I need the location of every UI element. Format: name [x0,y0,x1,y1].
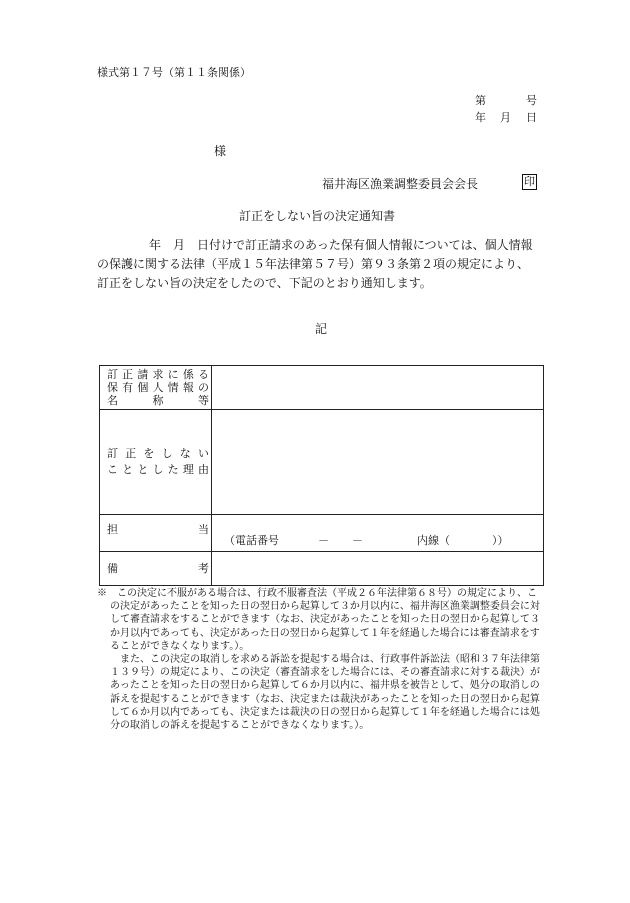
label-line: こととした理由 [107,463,209,476]
label-line: 訂正請求に係る [107,368,209,381]
table-row-contact [100,515,544,552]
extension-label: 内線（ [417,534,450,547]
addressee-suffix: 様 [214,144,227,158]
body-date-year: 年 [149,238,162,252]
label-line: 名 称 等 [107,394,209,407]
label-reason [100,410,212,515]
label-line: 担 当 [107,523,209,536]
label-line: 訂正をしない [107,447,209,460]
note-paragraph-1: ※ この決定に不服がある場合は、行政不服審査法（平成２６年法律第６８号）の規定により、この決定があったことを知った日の翌日から起算して３か月以内に、福井海区漁業調整委員会に対して審査請求をすることができます（なお、決定があったことを知った日の翌日から起算して３か月以内であっても、決定があった日の翌日から起算して１年を経過した場合には審査請求をすることができなくなります。）。 [97,588,540,652]
label-line: 保有個人情報の [107,381,209,394]
note-paragraph-2-text: また、この決定の取消しを求める訴訟を提起する場合は、行政事件訴訟法（昭和３７年法律第１３９号）の規定により、この決定（審査請求をした場合には、その審査請求に対する裁決）があったことを知った日の翌日から起算して６か月以内に、福井県を被告として、処分の取消しの訴えを提起することができます（なお、決定または裁決があったことを知った日の翌日から起算して６か月以内であっても、決定または裁決の日の翌日から起算して１年を経過した場合には処分の取消しの訴えを提起することができなくなります。）。 [110,654,540,732]
value-contact[interactable] [212,515,544,552]
value-remarks[interactable] [212,552,544,586]
date-month-label: 月 [500,111,511,124]
table-row-reason [100,410,544,515]
body-paragraph [97,236,537,293]
form-number: 様式第１７号（第１１条関係） [97,66,251,79]
document-title: 訂正をしない旨の決定通知書 [239,209,396,223]
note-paragraph-2 [97,653,543,732]
extension-close: ）） [492,534,509,547]
issuer-seal [522,174,537,190]
phone-dash-2: － [352,534,363,547]
body-text: 日付けで訂正請求のあった保有個人情報については、個人情報の保護に関する法律（平成１５年法律第５７号）第９３条第２項の規定により、訂正をしない旨の決定をしたので、下記のとおり通知します。 [97,238,533,290]
issuer-name: 福井海区漁業調整委員会会長 [322,177,479,191]
table-row-remarks [100,552,544,586]
decision-table [99,365,544,586]
value-reason[interactable] [212,410,544,515]
label-record-name [100,366,212,410]
phone-dash-1: － [318,534,329,547]
appeal-note [97,587,543,732]
number-label-dai: 第 [475,94,486,107]
value-record-name[interactable] [212,366,544,410]
label-line: 備 考 [107,562,209,575]
phone-label: （電話番号 [224,534,279,547]
number-label-go: 号 [526,94,537,107]
seal-mark: 印 [524,175,535,188]
ki-heading: 記 [315,322,328,336]
label-contact [100,515,212,552]
date-year-label: 年 [475,111,486,124]
label-remarks [100,552,212,586]
body-date-month: 月 [173,238,186,252]
date-day-label: 日 [526,111,537,124]
table-row-name [100,366,544,410]
